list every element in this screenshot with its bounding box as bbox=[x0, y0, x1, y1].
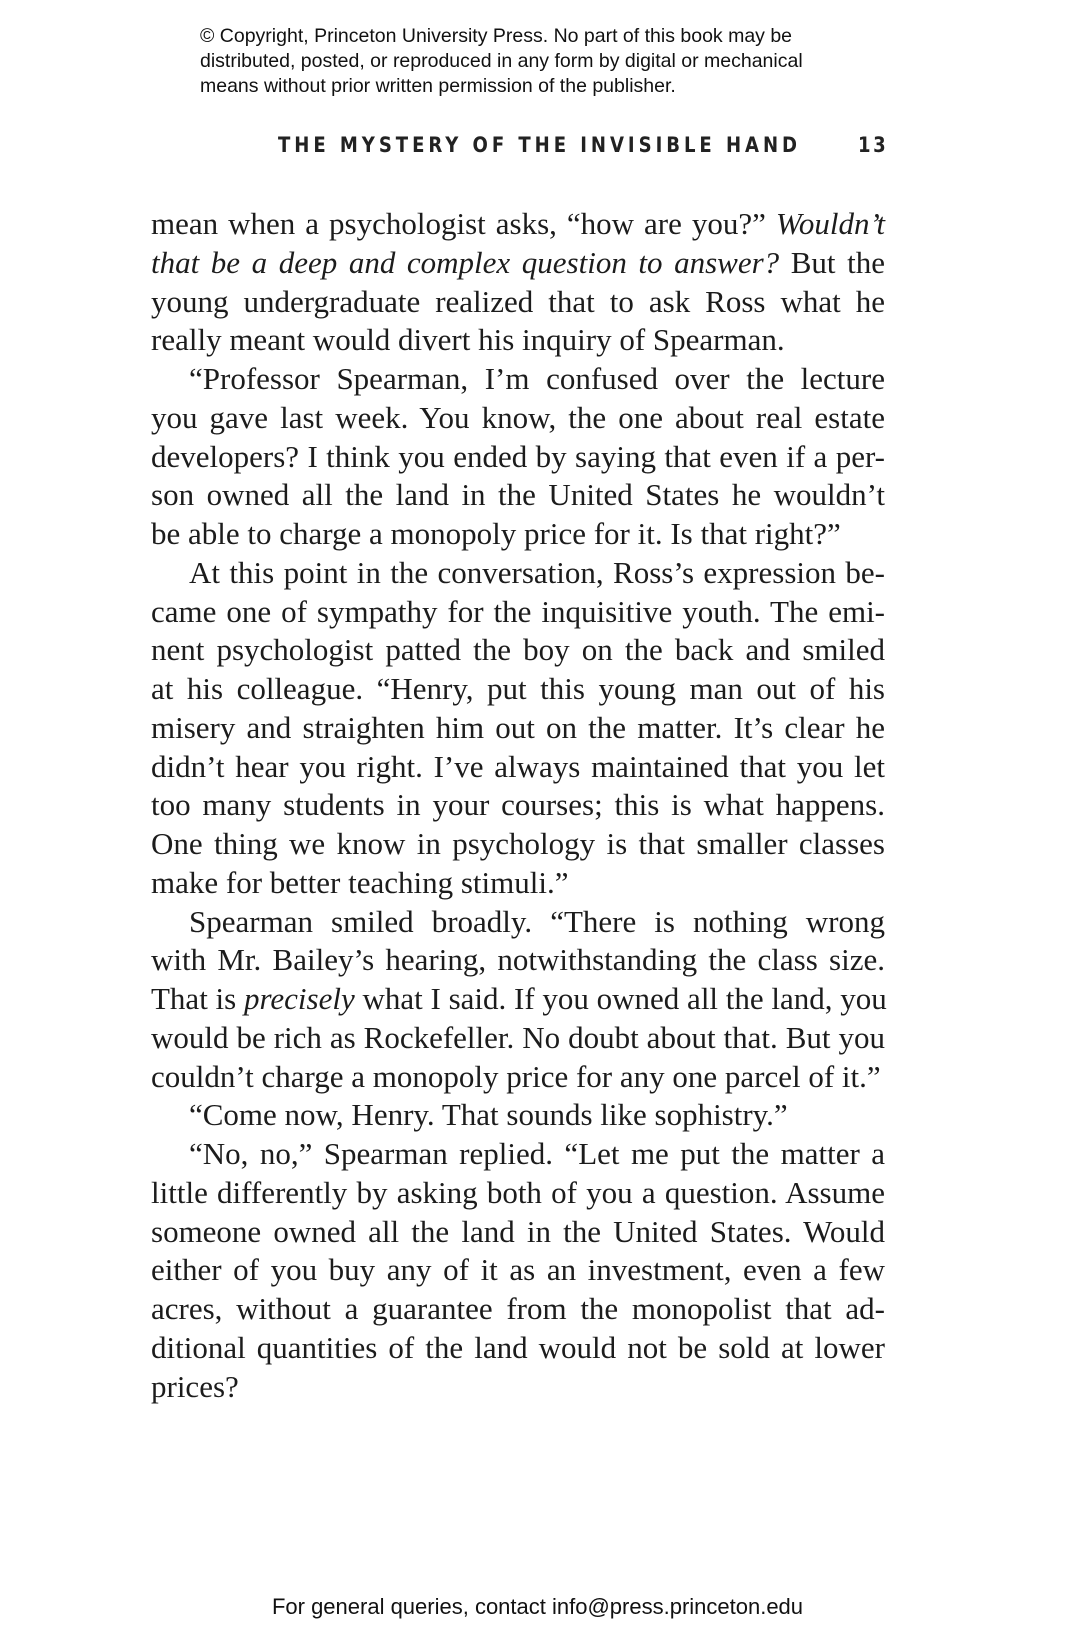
text-line: developers? I think you ended by saying that even if a per- bbox=[151, 438, 885, 474]
text-line: nent psychologist patted the boy on the back and smiled bbox=[151, 632, 885, 668]
text-line: really meant would divert his inquiry of Spearman. bbox=[151, 322, 785, 358]
text-line bbox=[151, 205, 885, 244]
text-line: make for better teaching stimuli.” bbox=[151, 864, 569, 900]
text-line: at his colleague. “Henry, put this young man out of his bbox=[151, 671, 885, 706]
text-line: One thing we know in psychology is that smaller classes bbox=[151, 826, 885, 861]
text-line: Spearman smiled broadly. “There is nothing wrong bbox=[189, 903, 885, 939]
text-line: you gave last week. You know, the one about real estate bbox=[151, 399, 885, 435]
copyright-line: © Copyright, Princeton University Press. No part of this book may be bbox=[200, 25, 793, 47]
italic-span: precisely bbox=[244, 981, 355, 1016]
text-line: couldn’t charge a monopoly price for any one parcel of it.” bbox=[151, 1058, 881, 1094]
italic-span: that be a deep and complex question to answer? bbox=[151, 244, 780, 280]
text-line: didn’t hear you right. I’ve always maintained that you let bbox=[151, 748, 885, 784]
text-line: someone owned all the land in the United States. Would bbox=[151, 1213, 885, 1249]
text-line: “Professor Spearman, I’m confused over the lecture bbox=[189, 361, 885, 396]
text-line: At this point in the conversation, Ross’s expression be- bbox=[189, 554, 885, 590]
copyright-line: distributed, posted, or reproduced in any form by digital or mechanical bbox=[200, 50, 803, 72]
text-line bbox=[151, 244, 885, 283]
text-line: too many students in your courses; this is what happens. bbox=[151, 787, 885, 823]
text-span: mean when a psychologist asks, “how are you?” bbox=[151, 206, 776, 241]
text-span: But the bbox=[779, 244, 885, 280]
italic-span: Wouldn’t bbox=[775, 206, 885, 241]
text-line: “Come now, Henry. That sounds like sophistry.” bbox=[189, 1097, 788, 1133]
text-line: be able to charge a monopoly price for it. Is that right?” bbox=[151, 516, 841, 551]
copyright-line: means without prior written permission of the publisher. bbox=[200, 75, 676, 97]
text-line: misery and straighten him out on the matter. It’s clear he bbox=[151, 709, 885, 745]
chapter-title: THE MYSTERY OF THE INVISIBLE HAND bbox=[278, 133, 802, 157]
body-text bbox=[151, 205, 885, 1406]
copyright-notice bbox=[200, 24, 920, 99]
text-line: would be rich as Rockefeller. No doubt about that. But you bbox=[151, 1019, 885, 1055]
text-line: “No, no,” Spearman replied. “Let me put the matter a bbox=[189, 1136, 885, 1171]
text-line: son owned all the land in the United States he wouldn’t bbox=[151, 477, 885, 513]
text-line: with Mr. Bailey’s hearing, notwithstanding the class size. bbox=[151, 942, 885, 978]
text-line: prices? bbox=[151, 1368, 239, 1404]
text-line: either of you buy any of it as an investment, even a few bbox=[151, 1252, 885, 1288]
text-span: That is bbox=[151, 981, 244, 1016]
footer-contact: For general queries, contact info@press.princeton.edu bbox=[271, 1594, 804, 1619]
text-span: what I said. If you owned all the land, you bbox=[354, 981, 887, 1016]
text-line: ditional quantities of the land would not be sold at lower bbox=[151, 1329, 885, 1365]
page-number: 13 bbox=[858, 133, 889, 157]
text-line bbox=[151, 980, 885, 1019]
text-line: little differently by asking both of you a question. Assume bbox=[151, 1174, 885, 1210]
text-line: came one of sympathy for the inquisitive youth. The emi- bbox=[151, 593, 885, 629]
text-line: young undergraduate realized that to ask Ross what he bbox=[151, 283, 885, 319]
text-line: acres, without a guarantee from the monopolist that ad- bbox=[151, 1291, 885, 1326]
